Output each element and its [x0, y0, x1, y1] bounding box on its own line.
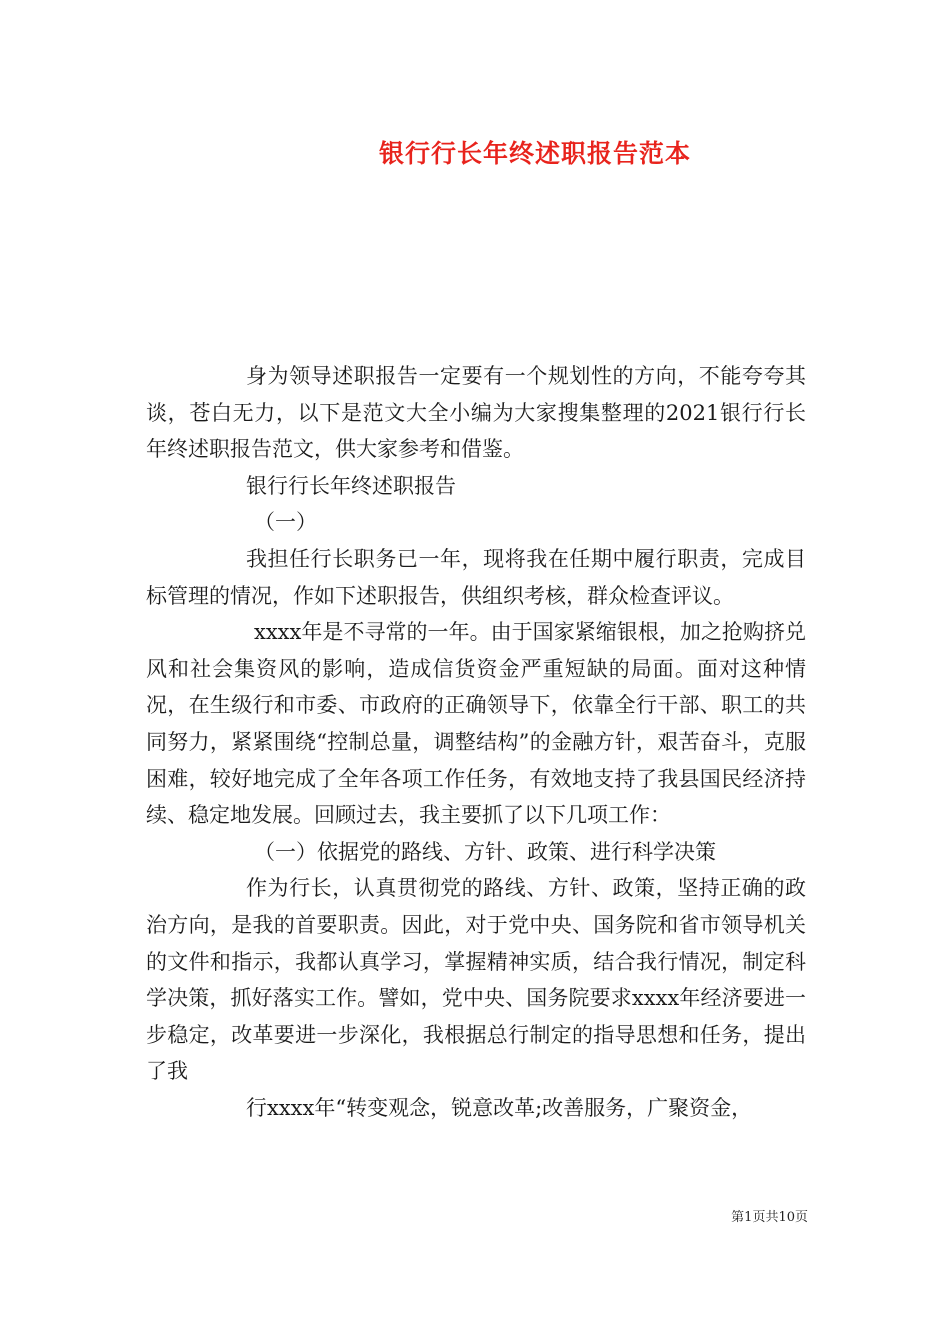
paragraph-report-heading: 银行行长年终述职报告 [246, 473, 456, 498]
paragraph-intro: 身为领导述职报告一定要有一个规划性的方向，不能夸夸其谈，苍白无力，以下是范文大全小编为大家搜集整理的2021银行行长年终述职报告范文，供大家参考和借鉴。 [146, 364, 806, 462]
paragraph-continuation: 行xxxx年“转变观念，锐意改革;改善服务，广聚资金， [246, 1095, 753, 1120]
paragraph-opening: 我担任行长职务已一年，现将我在任期中履行职责，完成目标管理的情况，作如下述职报告，供组织考核，群众检查评议。 [146, 546, 806, 608]
document-title: 银行行长年终述职报告范本 [378, 139, 691, 168]
paragraph-duties: 作为行长，认真贯彻党的路线、方针、政策，坚持正确的政治方向，是我的首要职责。因此，对于党中央、国务院和省市领导机关的文件和指示，我都认真学习，掌握精神实质，结合我行情况，制定科学决策，抓好落实工作。譬如，党中央、国务院要求xxxx年经济要进一步稳定，改革要进一步深化，我根据总行制定的指导思想和任务，提出了我 [146, 876, 806, 1084]
page-number-footer: 第1页共10页 [731, 1210, 808, 1225]
paragraph-subheading-1: （一）依据党的路线、方针、政策、进行科学决策 [254, 839, 716, 864]
document-body [146, 358, 806, 1126]
paragraph-section-number: （一） [254, 510, 317, 535]
paragraph-year-review: xxxx年是不寻常的一年。由于国家紧缩银根，加之抢购挤兑风和社会集资风的影响，造成信货资金严重短缺的局面。面对这种情况，在生级行和市委、市政府的正确领导下，依靠全行干部、职工的共同努力，紧紧围绕“控制总量，调整结构”的金融方针，艰苦奋斗，克服困难，较好地完成了全年各项工作任务，有效地支持了我县国民经济持续、稳定地发展。回顾过去，我主要抓了以下几项工作： [146, 620, 806, 828]
